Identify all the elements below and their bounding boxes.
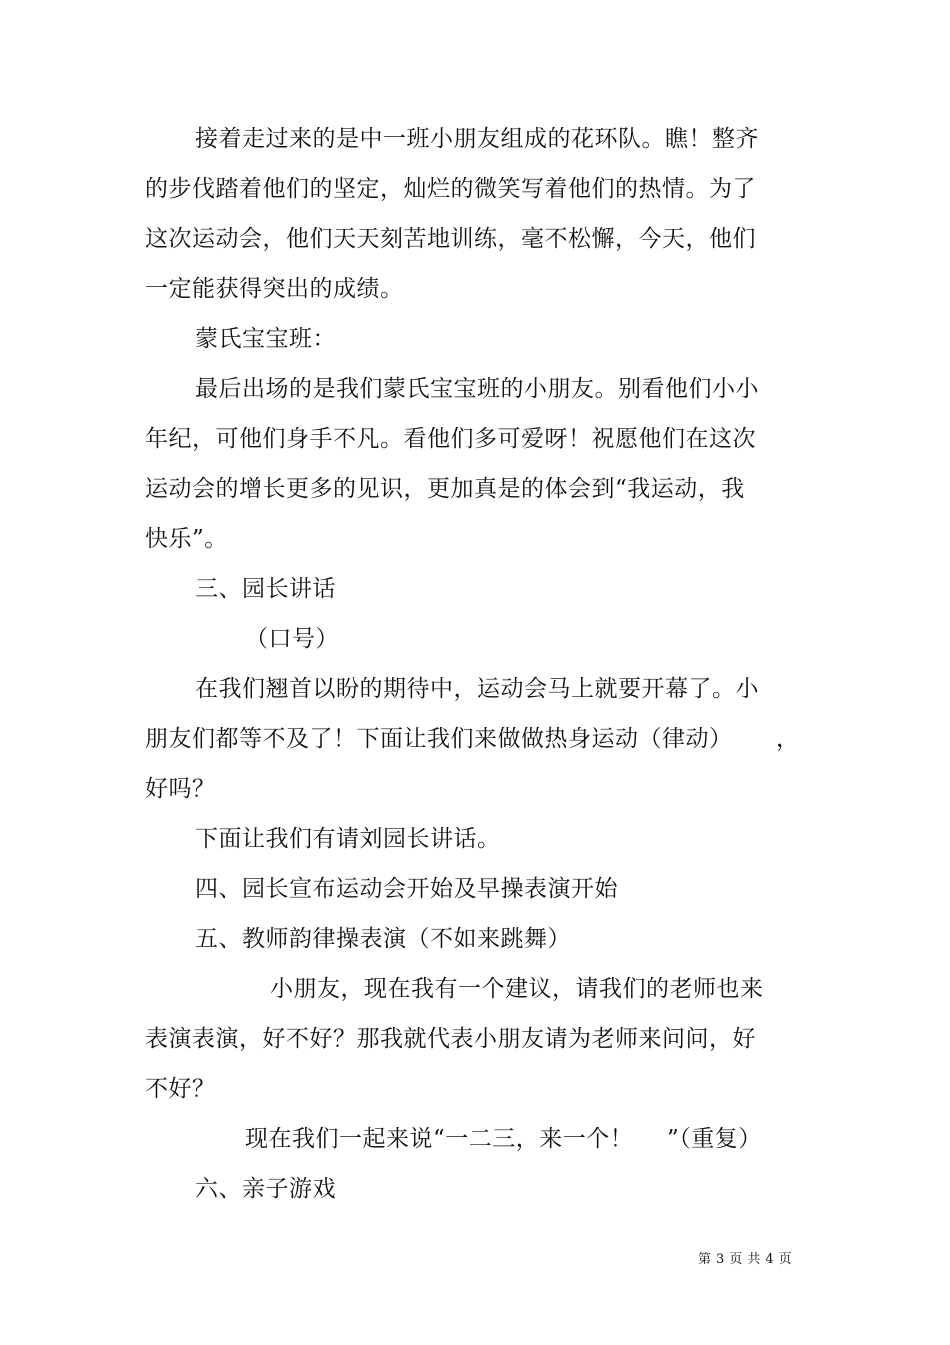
footer-total-unit: 页 xyxy=(778,1252,793,1267)
footer-current-page: 3 xyxy=(716,1252,726,1267)
text-line: 的步伐踏着他们的坚定，灿烂的微笑写着他们的热情。为了 xyxy=(145,176,756,202)
text-line: 接着走过来的是中一班小朋友组成的花环队。瞧！整齐 xyxy=(195,126,759,152)
text-line: 年纪，可他们身手不凡。看他们多可爱呀！祝愿他们在这次 xyxy=(145,426,756,452)
section-heading: 四、园长宣布运动会开始及早操表演开始 xyxy=(195,876,618,902)
text-line: 现在我们一起来说“一二三，来一个！ xyxy=(245,1126,634,1152)
text-line: （口号） xyxy=(245,626,339,652)
text-line: 好吗？ xyxy=(145,776,216,802)
footer-prefix: 第 xyxy=(698,1252,713,1267)
page-footer xyxy=(698,1251,797,1269)
section-heading: 三、园长讲话 xyxy=(195,576,336,602)
section-heading: 六、亲子游戏 xyxy=(195,1176,336,1202)
text-line: 表演表演，好不好？那我就代表小朋友请为老师来问问，好 xyxy=(145,1026,756,1052)
footer-page-unit: 页 xyxy=(729,1252,744,1267)
text-line: 在我们翘首以盼的期待中，运动会马上就要开幕了。小 xyxy=(195,676,759,702)
text-line: ”（重复） xyxy=(667,1126,762,1152)
text-line: 小朋友，现在我有一个建议，请我们的老师也来 xyxy=(270,976,764,1002)
text-line: 最后出场的是我们蒙氏宝宝班的小朋友。别看他们小小 xyxy=(195,376,759,402)
footer-total-pages: 4 xyxy=(765,1252,775,1267)
text-line: 一定能获得突出的成绩。 xyxy=(145,276,404,302)
text-line: 不好？ xyxy=(145,1076,216,1102)
section-heading: 蒙氏宝宝班： xyxy=(195,326,336,352)
text-line: 下面让我们有请刘园长讲话。 xyxy=(195,826,501,852)
text-line: 这次运动会，他们天天刻苦地训练，毫不松懈，今天，他们 xyxy=(145,226,756,252)
text-line: 运动会的增长更多的见识，更加真是的体会到“我运动，我 xyxy=(145,476,745,502)
text-line: 快乐”。 xyxy=(145,526,228,552)
section-heading: 五、教师韵律操表演（不如来跳舞） xyxy=(195,926,571,952)
footer-total-prefix: 共 xyxy=(747,1252,762,1267)
text-line: ， xyxy=(776,726,800,752)
text-line: 朋友们都等不及了！下面让我们来做做热身运动（律动） xyxy=(145,726,733,752)
